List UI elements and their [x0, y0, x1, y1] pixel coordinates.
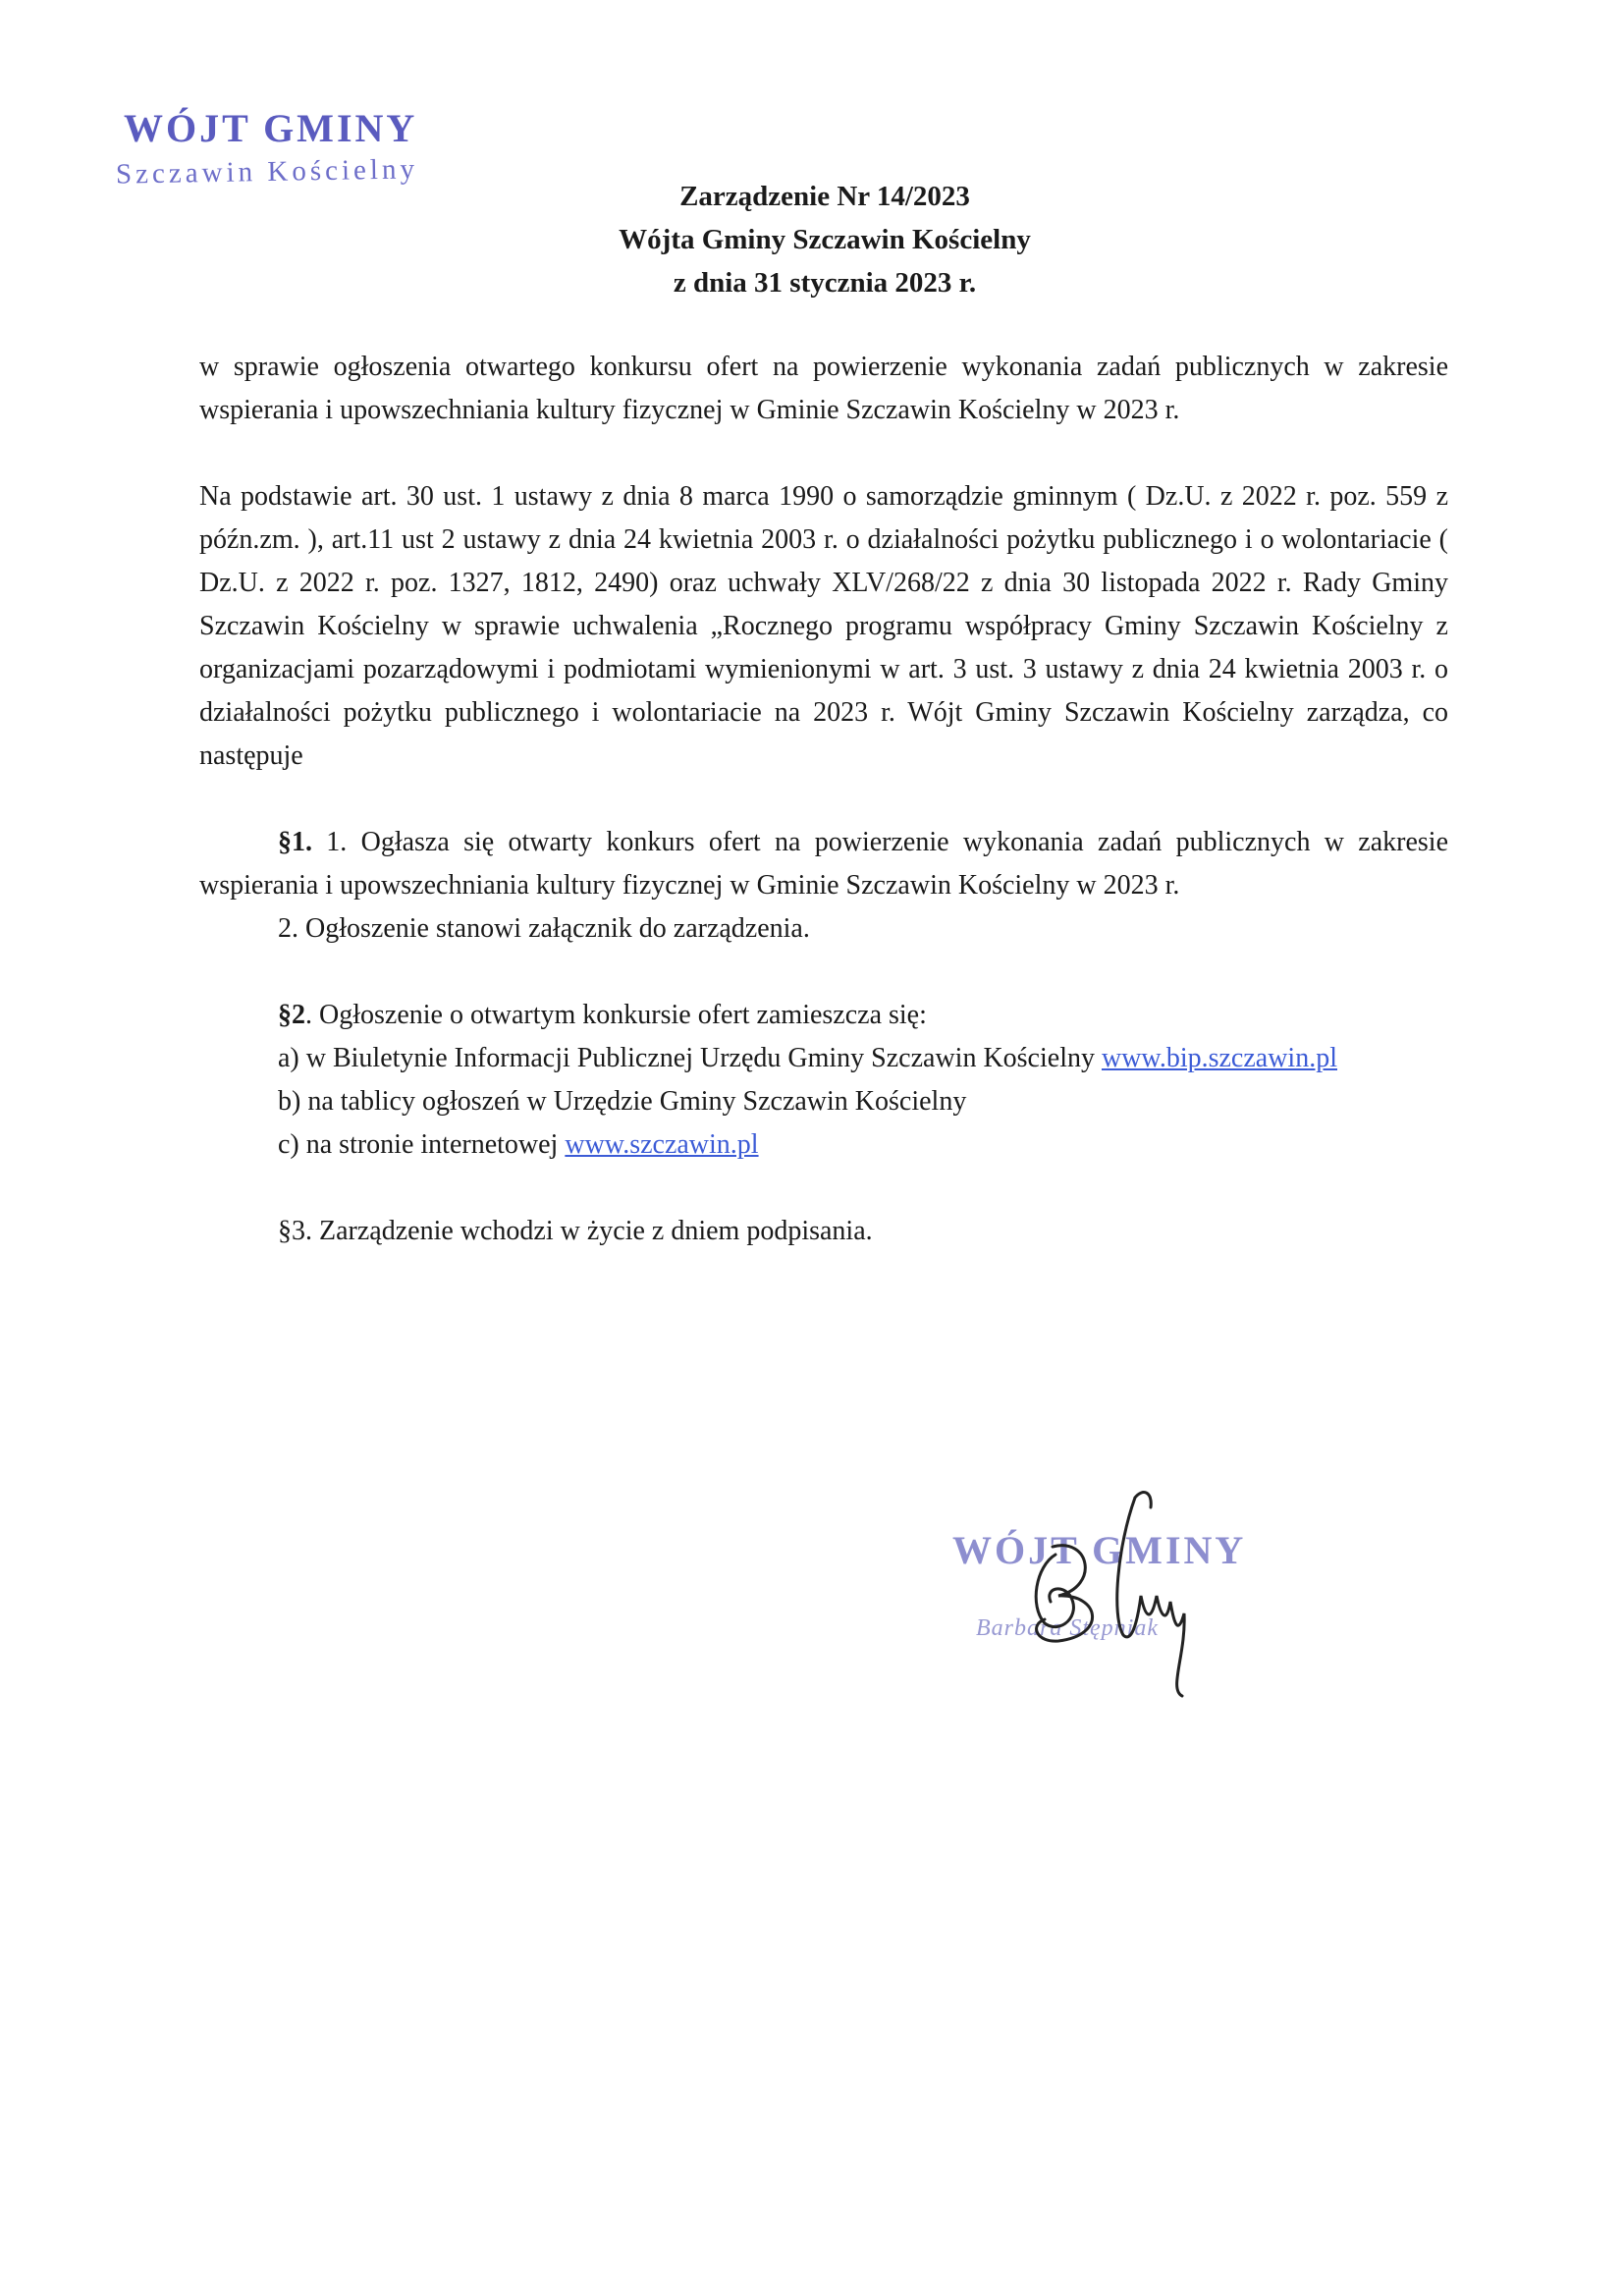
- section-2-item-a-text: a) w Biuletynie Informacji Publicznej Urzędu Gminy Szczawin Kościelny: [278, 1043, 1102, 1073]
- section-2-item-c: [199, 1123, 1448, 1167]
- section-2-intro: . Ogłoszenie o otwartym konkursie ofert zamieszcza się:: [305, 1000, 927, 1030]
- section-1-item-1: 1. Ogłasza się otwarty konkurs ofert na powierzenie wykonania zadań publicznych w zakresie wspierania i upowszechniania kultury fizycznej w Gminie Szczawin Kościelny w 2023 r.: [199, 827, 1448, 901]
- signature-stamp-line1: WÓJT GMINY: [952, 1528, 1247, 1572]
- section-2-item-a: [199, 1037, 1448, 1080]
- issuer-stamp-line1: WÓJT GMINY: [124, 106, 418, 150]
- legal-basis-paragraph: Na podstawie art. 30 ust. 1 ustawy z dnia 8 marca 1990 o samorządzie gminnym ( Dz.U. z 2022 r. poz. 559 z późn.zm. ), art.11 ust 2 ustawy z dnia 24 kwietnia 2003 r. o działalności pożytku publicznego i o wolontariacie ( Dz.U. z 2022 r. poz. 1327, 1812, 2490) oraz uchwały XLV/268/22 z dnia 30 listopada 2022 r. Rady Gminy Szczawin Kościelny w sprawie uchwalenia „Rocznego programu współpracy Gminy Szczawin Kościelny z organizacjami pozarządowymi i podmiotami wymienionymi w art. 3 ust. 3 ustawy z dnia 24 kwietnia 2003 r. o działalności pożytku publicznego i wolontariacie na 2023 r. Wójt Gminy Szczawin Kościelny zarządza, co następuje: [199, 481, 1448, 771]
- title-date: z dnia 31 stycznia 2023 r.: [673, 267, 977, 299]
- subject-paragraph: w sprawie ogłoszenia otwartego konkursu ofert na powierzenie wykonania zadań publicznych w zakresie wspierania i upowszechniania kultury fizycznej w Gminie Szczawin Kościelny w 2023 r.: [199, 352, 1448, 425]
- bip-link[interactable]: www.bip.szczawin.pl: [1101, 1043, 1337, 1073]
- issuer-stamp-line2: Szczawin Kościelny: [115, 153, 419, 191]
- handwritten-signature: [943, 1478, 1267, 1714]
- website-link[interactable]: www.szczawin.pl: [565, 1129, 759, 1160]
- section-1-mark: §1.: [278, 827, 312, 857]
- section-3: §3. Zarządzenie wchodzi w życie z dniem podpisania.: [278, 1216, 873, 1246]
- signature-stamp-line2: Barbara Stępniak: [976, 1615, 1159, 1641]
- section-2: [199, 994, 1448, 1037]
- title-number: Zarządzenie Nr 14/2023: [679, 181, 970, 212]
- title-issuer: Wójta Gminy Szczawin Kościelny: [619, 224, 1031, 255]
- section-1-item-2: 2. Ogłoszenie stanowi załącznik do zarządzenia.: [278, 913, 810, 944]
- section-2-item-c-text: c) na stronie internetowej: [278, 1129, 566, 1160]
- issuer-stamp: [116, 106, 418, 189]
- section-1: [199, 821, 1448, 907]
- document-title: [550, 175, 1100, 304]
- document-body: [199, 346, 1448, 1253]
- section-2-mark: §2: [278, 1000, 305, 1030]
- signature-block: [943, 1478, 1267, 1714]
- section-2-item-b: b) na tablicy ogłoszeń w Urzędzie Gminy Szczawin Kościelny: [278, 1086, 967, 1117]
